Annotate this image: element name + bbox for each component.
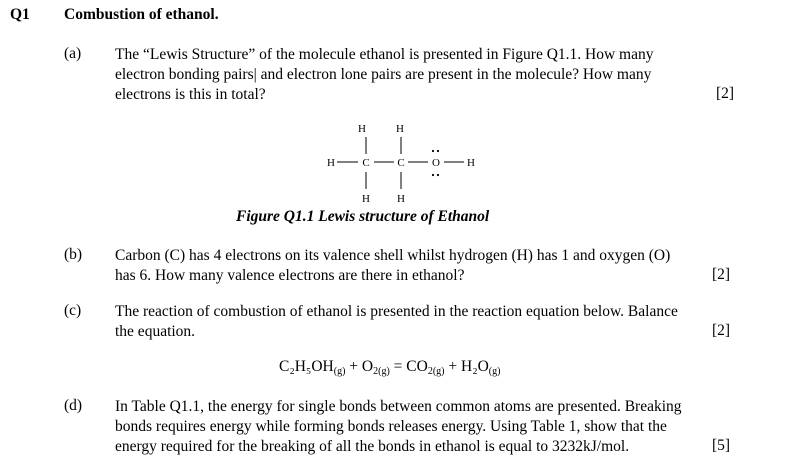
atom-c2: C <box>397 157 405 169</box>
part-d-marks: [5] <box>712 437 731 454</box>
eq-ethanol-state: (g) <box>333 366 346 377</box>
lewis-structure-diagram <box>300 118 490 206</box>
atom-h-top-right: H <box>396 123 404 135</box>
reaction-equation <box>279 358 500 377</box>
lone-pair-dot <box>437 174 439 176</box>
part-a-marks: [2] <box>716 85 735 102</box>
lone-pair-dot <box>437 150 439 152</box>
eq-plus: + <box>345 358 362 375</box>
atom-h-top-left: H <box>358 123 366 135</box>
part-b-label: (b) <box>64 246 83 263</box>
atom-h-bottom-left: H <box>362 193 370 205</box>
part-a-line-1: The “Lewis Structure” of the molecule ethanol is presented in Figure Q1.1. How many <box>115 46 654 63</box>
atom-h-right: H <box>467 157 475 169</box>
part-c-label: (c) <box>64 302 82 319</box>
atom-c1: C <box>362 157 370 169</box>
eq-co2: CO <box>406 358 428 375</box>
eq-oxygen: O <box>361 358 374 375</box>
figure-caption: Figure Q1.1 Lewis structure of Ethanol <box>236 208 490 225</box>
part-d-line-1: In Table Q1.1, the energy for single bonds between common atoms are presented. Breaking <box>115 398 682 415</box>
part-b-marks: [2] <box>712 266 731 283</box>
eq-oxygen-sub: 2(g) <box>373 366 390 377</box>
lone-pair-dot <box>432 174 434 176</box>
part-c-line-1: The reaction of combustion of ethanol is presented in the reaction equation below. Balance <box>115 303 678 320</box>
eq-equals: = <box>389 358 407 375</box>
lone-pair-dot <box>432 150 434 152</box>
part-a-line-2: electron bonding pairs| and electron lone pairs are present in the molecule? How many <box>115 66 652 83</box>
eq-water: H₂O <box>461 358 489 375</box>
part-a-line-3: electrons is this in total? <box>115 86 266 103</box>
part-c-line-2: the equation. <box>115 323 196 340</box>
part-c-marks: [2] <box>712 322 731 339</box>
atom-h-left: H <box>327 157 335 169</box>
part-d-line-3: energy required for the breaking of all the bonds in ethanol is equal to 3232kJ/mol. <box>115 438 630 455</box>
eq-plus-2: + <box>444 358 461 375</box>
eq-co2-sub: 2(g) <box>427 366 445 377</box>
atom-o: O <box>432 157 440 169</box>
part-a-label: (a) <box>64 45 82 62</box>
question-number: Q1 <box>10 6 30 23</box>
part-b-line-2: has 6. How many valence electrons are there in ethanol? <box>115 267 465 284</box>
part-d-label: (d) <box>64 397 83 414</box>
question-title: Combustion of ethanol. <box>64 6 219 23</box>
atom-h-bottom-right: H <box>397 193 405 205</box>
eq-water-state: (g) <box>488 366 501 377</box>
eq-ethanol: C₂H₅OH <box>279 358 334 375</box>
part-d-line-2: bonds requires energy while forming bonds releases energy. Using Table 1, show that the <box>115 418 667 435</box>
part-b-line-1: Carbon (C) has 4 electrons on its valence shell whilst hydrogen (H) has 1 and oxygen (O) <box>115 247 671 264</box>
